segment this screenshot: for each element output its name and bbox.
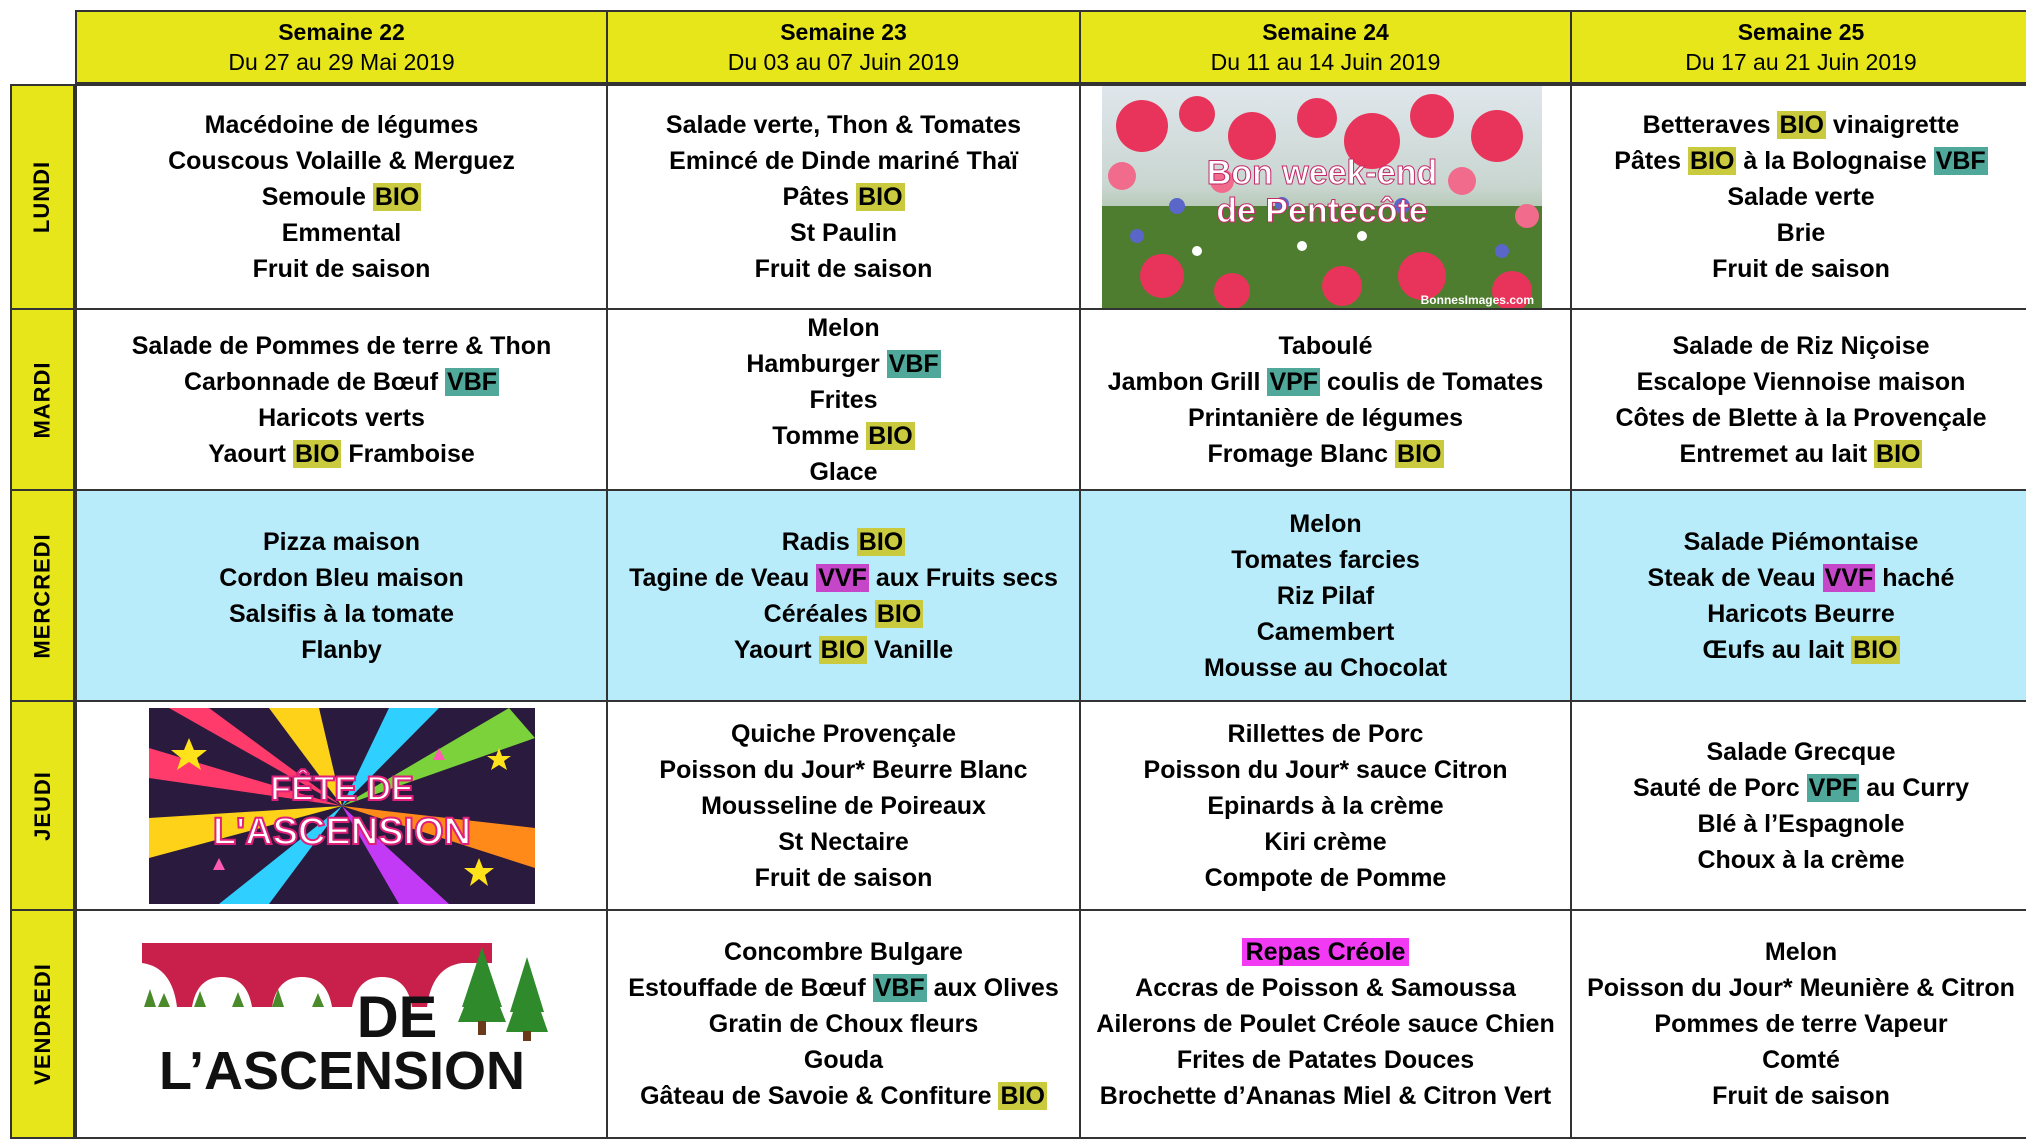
menu-item-text: Cordon Bleu maison — [219, 563, 464, 592]
menu-item — [263, 524, 420, 560]
menu-item — [755, 860, 933, 896]
menu-item-text: Riz Pilaf — [1276, 581, 1375, 610]
menu-item-text: Quiche Provençale — [730, 719, 957, 748]
menu-item-text: Brochette d’Ananas Miel & Citron Vert — [1099, 1082, 1552, 1110]
menu-item — [782, 524, 905, 560]
menu-item — [628, 970, 1058, 1006]
menu-item-text: Macédoine de légumes — [204, 111, 479, 139]
menu-item — [1207, 436, 1443, 472]
menu-item — [1228, 716, 1424, 752]
menu-item-text: Concombre Bulgare — [724, 938, 963, 966]
menu-item — [1684, 524, 1919, 560]
week-label: Semaine 24 — [1262, 19, 1389, 45]
menu-cell-lundi-w23 — [606, 84, 1081, 310]
menu-item — [1697, 806, 1904, 842]
menu-item — [804, 1042, 883, 1078]
menu-item — [1231, 542, 1420, 578]
menu-item — [1205, 860, 1447, 896]
menu-item — [208, 436, 475, 472]
menu-cell-mercredi-w25 — [1570, 489, 2026, 702]
menu-item — [301, 632, 382, 668]
menu-item — [184, 364, 499, 400]
label-badge: BIO — [1000, 1082, 1045, 1110]
menu-item — [1616, 400, 1987, 436]
week-label: Semaine 22 — [278, 19, 405, 45]
label-badge: VBF — [888, 349, 939, 378]
menu-cell-lundi-w25 — [1570, 84, 2026, 310]
menu-item-text: Melon — [1289, 509, 1362, 538]
label-badge: VPF — [1808, 773, 1858, 802]
menu-item-text: Tomates farcies — [1231, 545, 1420, 574]
label-badge: BIO — [876, 599, 922, 628]
menu-item-text: Tomme — [772, 421, 867, 450]
menu-cell-mercredi-w23 — [606, 489, 1081, 702]
menu-item — [1765, 934, 1837, 970]
menu-item — [1727, 179, 1874, 215]
menu-item — [1177, 1042, 1474, 1078]
day-label-lundi: LUNDI — [10, 84, 75, 310]
menu-item — [1108, 364, 1544, 400]
menu-item-text: Jambon Grill — [1107, 367, 1268, 396]
menu-item — [168, 143, 515, 179]
menu-item-text: Fruit de saison — [1712, 1082, 1890, 1110]
menu-item-text: Taboulé — [1278, 331, 1373, 360]
menu-item — [1587, 970, 2015, 1006]
menu-item-text: Poisson du Jour* Beurre Blanc — [659, 755, 1028, 784]
menu-cell-mercredi-w22 — [75, 489, 608, 702]
menu-item-text: Yaourt — [208, 439, 293, 468]
menu-item-text: Salade de Pommes de terre & Thon — [131, 331, 552, 360]
label-badge: BIO — [1876, 439, 1921, 468]
menu-cell-vendredi-w23 — [606, 909, 1081, 1139]
menu-item-text: Pâtes — [782, 183, 857, 211]
menu-item-text: Poisson du Jour* Meunière & Citron — [1587, 974, 2015, 1002]
menu-cell-mercredi-w24 — [1079, 489, 1572, 702]
label-badge: BIO — [1689, 147, 1735, 175]
label-badge: BIO — [820, 635, 866, 664]
menu-item-text: Epinards à la crème — [1207, 791, 1444, 820]
label-badge: VBF — [874, 974, 925, 1002]
label-badge: BIO — [858, 527, 904, 556]
menu-item — [701, 788, 986, 824]
menu-item — [1264, 824, 1386, 860]
menu-item-text: Estouffade de Bœuf — [628, 974, 873, 1002]
menu-cell-vendredi-w22 — [75, 909, 608, 1139]
menu-item-text: Pizza maison — [263, 527, 420, 556]
menu-item-text: Frites — [809, 385, 878, 414]
menu-item — [1204, 650, 1447, 686]
menu-item-text: Pâtes — [1614, 147, 1688, 175]
creole-meal-label: Repas Créole — [1242, 938, 1410, 966]
label-badge: BIO — [294, 439, 340, 468]
day-label-jeudi: JEUDI — [10, 700, 75, 911]
menu-item — [790, 215, 897, 251]
label-badge: BIO — [374, 183, 420, 211]
menu-item — [1207, 788, 1443, 824]
menu-item-text: Fruit de saison — [1712, 255, 1890, 283]
menu-item — [640, 1078, 1047, 1114]
menu-item-text: Couscous Volaille & Merguez — [168, 147, 515, 175]
menu-item — [1777, 215, 1826, 251]
menu-item-text: Choux à la crème — [1697, 845, 1905, 874]
menu-item-text: Emmental — [281, 219, 402, 247]
week-header-23 — [606, 10, 1081, 84]
menu-item-text: Hamburger — [746, 349, 887, 378]
menu-item-text: vinaigrette — [1825, 111, 1960, 139]
menu-item-text: Fruit de saison — [754, 863, 933, 892]
menu-item-text: Printanière de légumes — [1187, 403, 1464, 432]
menu-item-text: Salade Piémontaise — [1683, 527, 1919, 556]
menu-item-text: Melon — [807, 313, 880, 342]
menu-cell-vendredi-w25 — [1570, 909, 2026, 1139]
menu-item — [229, 596, 454, 632]
menu-item — [1277, 578, 1374, 614]
label-badge: VBF — [447, 367, 498, 396]
label-badge: BIO — [868, 421, 913, 450]
menu-item — [1637, 364, 1966, 400]
fete-line2: L'ASCENSION — [212, 810, 471, 853]
menu-item — [724, 934, 963, 970]
banner-line2: L’ASCENSION — [158, 1041, 525, 1097]
menu-item — [1289, 506, 1361, 542]
fete-ascension-image — [149, 708, 535, 904]
menu-cell-mardi-w22 — [75, 308, 608, 491]
menu-item-text: aux Olives — [926, 974, 1059, 1002]
menu-item — [205, 107, 479, 143]
week-dates: Du 03 au 07 Juin 2019 — [727, 49, 960, 75]
menu-item — [1096, 1006, 1554, 1042]
menu-item-text: Glace — [809, 457, 878, 486]
menu-item — [1279, 328, 1373, 364]
menu-item-text: haché — [1875, 563, 1955, 592]
menu-item-text: Gratin de Choux fleurs — [708, 1010, 979, 1038]
menu-item — [764, 596, 924, 632]
menu-item-text: Brie — [1776, 219, 1826, 247]
menu-item — [132, 328, 552, 364]
menu-item-text: Semoule — [261, 183, 373, 211]
menu-item — [1697, 842, 1904, 878]
menu-item-text: Salade de Riz Niçoise — [1672, 331, 1930, 360]
pentecost-poppies-image — [1102, 86, 1542, 310]
label-badge: BIO — [1779, 111, 1824, 139]
menu-item-text: Frites de Patates Douces — [1176, 1046, 1475, 1074]
week-header-22 — [75, 10, 608, 84]
menu-cell-jeudi-w25 — [1570, 700, 2026, 911]
menu-item — [709, 1006, 978, 1042]
menu-item — [734, 632, 953, 668]
menu-item — [1135, 970, 1516, 1006]
menu-item — [807, 310, 879, 346]
menu-item-text: Yaourt — [733, 635, 819, 664]
menu-item-text: Emincé de Dinde mariné Thaï — [669, 147, 1018, 175]
week-dates: Du 11 au 14 Juin 2019 — [1210, 49, 1441, 75]
menu-item — [1242, 934, 1410, 970]
menu-item — [282, 215, 401, 251]
menu-item — [258, 400, 425, 436]
menu-item — [629, 560, 1058, 596]
menu-item — [666, 107, 1021, 143]
menu-item-text: Vanille — [867, 635, 954, 664]
menu-item-text: Kiri crème — [1264, 827, 1387, 856]
menu-item-text: coulis de Tomates — [1320, 367, 1544, 396]
menu-item-text: Tagine de Veau — [629, 563, 817, 592]
menu-item — [809, 382, 877, 418]
day-label-vendredi: VENDREDI — [10, 909, 75, 1139]
menu-item-text: Côtes de Blette à la Provençale — [1615, 403, 1987, 432]
menu-item-text: Fruit de saison — [754, 255, 933, 283]
menu-cell-jeudi-w24 — [1079, 700, 1572, 911]
menu-item-text: à la Bolognaise — [1736, 147, 1934, 175]
menu-item-text: Compote de Pomme — [1204, 863, 1447, 892]
menu-item-text: Flanby — [301, 635, 382, 664]
week-header-24 — [1079, 10, 1572, 84]
menu-item-text: Pommes de terre Vapeur — [1654, 1010, 1948, 1038]
menu-item — [778, 824, 909, 860]
label-badge: BIO — [1397, 439, 1442, 468]
menu-item-text: Comté — [1762, 1046, 1840, 1074]
menu-item — [1680, 436, 1923, 472]
menu-item-text: Haricots verts — [258, 403, 425, 432]
menu-item — [755, 251, 933, 287]
menu-item — [669, 143, 1018, 179]
menu-item-text: St Paulin — [790, 219, 897, 247]
menu-item-text: Entremet au lait — [1679, 439, 1875, 468]
menu-item-text: au Curry — [1859, 773, 1970, 802]
menu-cell-jeudi-w23 — [606, 700, 1081, 911]
week-header-25 — [1570, 10, 2026, 84]
menu-item — [262, 179, 422, 215]
menu-item — [1648, 560, 1955, 596]
menu-item — [1672, 328, 1929, 364]
menu-item-text: Melon — [1764, 938, 1838, 966]
label-badge: BIO — [858, 183, 903, 211]
menu-item — [782, 179, 904, 215]
menu-item-text: Mousseline de Poireaux — [701, 791, 986, 820]
banner-line1: DE — [356, 985, 437, 1050]
day-label-mardi: MARDI — [10, 308, 75, 491]
pentecost-line1: Bon week-end — [1206, 154, 1438, 192]
menu-cell-mardi-w25 — [1570, 308, 2026, 491]
pentecost-line2: de Pentecôte — [1216, 192, 1428, 230]
menu-item-text: Blé à l’Espagnole — [1697, 809, 1905, 838]
menu-item — [1712, 1078, 1890, 1114]
menu-item-text: Accras de Poisson & Samoussa — [1135, 974, 1516, 1002]
label-badge: VVF — [1824, 563, 1874, 592]
week-label: Semaine 25 — [1737, 19, 1865, 45]
menu-cell-mardi-w23 — [606, 308, 1081, 491]
menu-item — [731, 716, 956, 752]
menu-item-text: Mousse au Chocolat — [1203, 653, 1448, 682]
watermark: BonnesImages.com — [1420, 293, 1534, 307]
menu-item-text: St Nectaire — [778, 827, 909, 856]
menu-item-text: Sauté de Porc — [1632, 773, 1807, 802]
menu-item-text: Radis — [781, 527, 857, 556]
menu-item — [1643, 107, 1960, 143]
menu-item-text: Fromage Blanc — [1207, 439, 1396, 468]
menu-cell-vendredi-w24 — [1079, 909, 1572, 1139]
menu-item-text: Rillettes de Porc — [1227, 719, 1424, 748]
menu-item — [1712, 251, 1890, 287]
week-dates: Du 17 au 21 Juin 2019 — [1685, 49, 1917, 75]
menu-item — [1762, 1042, 1840, 1078]
menu-item — [746, 346, 940, 382]
menu-item — [219, 560, 463, 596]
menu-item-text: Gâteau de Savoie & Confiture — [640, 1082, 999, 1110]
menu-item-text: Œufs au lait — [1702, 635, 1852, 664]
label-badge: BIO — [1853, 635, 1898, 664]
menu-item-text: Salsifis à la tomate — [228, 599, 455, 628]
menu-item — [1702, 632, 1899, 668]
menu-item-text: aux Fruits secs — [868, 563, 1058, 592]
week-dates: Du 27 au 29 Mai 2019 — [228, 49, 455, 75]
menu-item — [253, 251, 431, 287]
label-badge: VVF — [818, 563, 867, 592]
menu-item-text: Salade verte, Thon & Tomates — [665, 111, 1022, 139]
menu-item — [1257, 614, 1395, 650]
menu-item — [1144, 752, 1508, 788]
menu-item-text: Camembert — [1256, 617, 1395, 646]
menu-item-text: Ailerons de Poulet Créole sauce Chien — [1096, 1010, 1555, 1038]
menu-item — [659, 752, 1027, 788]
menu-item-text: Haricots Beurre — [1707, 599, 1895, 628]
menu-item — [1633, 770, 1969, 806]
menu-cell-mardi-w24 — [1079, 308, 1572, 491]
menu-item — [1707, 596, 1895, 632]
menu-item-text: Gouda — [803, 1046, 884, 1074]
menu-item — [772, 418, 914, 454]
menu-item-text: Poisson du Jour* sauce Citron — [1143, 755, 1508, 784]
menu-item-text: Salade verte — [1727, 183, 1875, 211]
week-label: Semaine 23 — [780, 19, 907, 45]
menu-item — [1654, 1006, 1947, 1042]
menu-item — [1614, 143, 1987, 179]
menu-cell-lundi-w22 — [75, 84, 608, 310]
label-badge: VBF — [1935, 147, 1986, 175]
fete-line1: FÊTE DE — [269, 769, 414, 808]
menu-item — [809, 454, 877, 490]
ascension-banner-image — [132, 937, 552, 1097]
menu-item-text: Céréales — [763, 599, 875, 628]
menu-item-text: Framboise — [341, 439, 475, 468]
label-badge: VPF — [1269, 367, 1319, 396]
menu-item — [1188, 400, 1463, 436]
menu-item-text: Betteraves — [1642, 111, 1778, 139]
menu-item-text: Carbonnade de Bœuf — [183, 367, 446, 396]
menu-item-text: Salade Grecque — [1706, 737, 1896, 766]
menu-item — [1707, 734, 1896, 770]
menu-item — [1100, 1078, 1551, 1114]
day-label-mercredi: MERCREDI — [10, 489, 75, 702]
menu-item-text: Fruit de saison — [252, 255, 431, 283]
menu-item-text: Steak de Veau — [1647, 563, 1823, 592]
menu-item-text: Escalope Viennoise maison — [1636, 367, 1966, 396]
menu-cell-jeudi-w22 — [75, 700, 608, 911]
menu-cell-lundi-w24 — [1079, 84, 1572, 310]
